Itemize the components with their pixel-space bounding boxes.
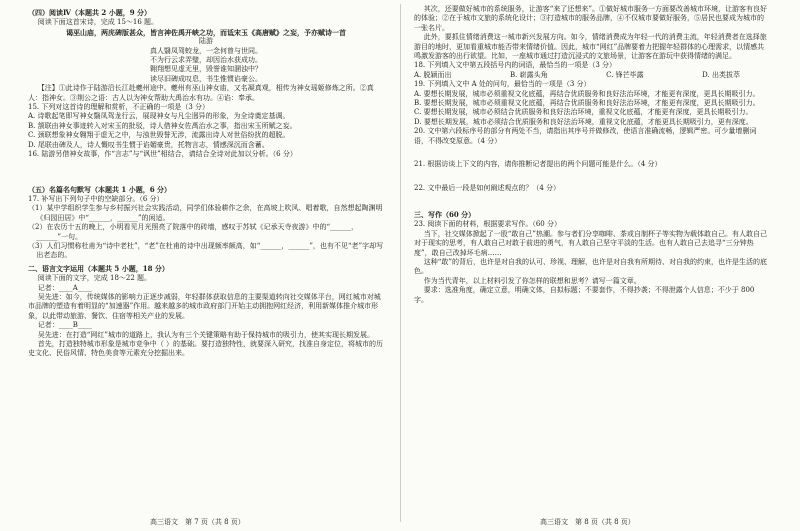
option: C. 要想长期发展，城市必须结合优质服务和良好法治环境，重视文化底蕴，才能更有深度，更具长期吸引力。 [414,108,753,117]
writing-material: 当下，社交媒体掀起了一股“敢自己”热潮。参与者们分享咖啡、茶或自制杯子等实物为载体敢自己。有人敢自己对于现实的思考，有人敢自己对敢于前进的勇气，有人敢自己坚守平淡的生活。也有人敢自己去追寻“三分钟热度”，敢自己改掉坏毛病…… [414,229,767,257]
question-20: 20. 文中第六段标序号的部分有两处不当，请指出其序号并做修改，使语言准确流畅，逻辑严密。可少量增删词语，不得改变原意。（4 分） [414,127,757,145]
question-17-3: （3）人们习惯称杜甫为“诗中老杜”，“老”在杜甫的诗中出现频率颇高，如“______，______”，也有不见“老”字却写出老态的。 [28,241,384,260]
option: A. 要想长期发展，城市必须重视文化底蕴，再结合优质服务和良好法治环境，才能更有深度，更具长期吸引力。 [414,89,760,98]
interview-answer: 此外，要抓住情绪消费这一城市新兴发展方向。如今，情绪消费成为年轻一代的消费主流，年轻消费者在选择旅游目的地时，更加看重城市能否带来情绪价值。因此，城市“网红”品牌要着力把握年轻群体的心理需求，以情感共鸣激发游客的出行欲望。比如，一座城市通过打造沉浸式的文旅场景，让游客在游玩中获得情绪的满足。 [414,33,767,61]
options-row [414,71,770,80]
option: D. 要想长期发展，城市必须结合优质服务和良好法治环境，重视文化底蕴，才能更具长期吸引力，更有深度。 [414,117,753,126]
intro-text: 阅读下面的文字，完成 18～22 题。 [37,274,152,283]
page-footer: 高三语文 第 8 页（共 8 页） [540,518,635,526]
interview-answer: 首先，打造独特城市形象是城市竞争中（ ）的基础。要打造独特性，就要深入研究，找准自身定位，将城市的历史文化、民俗风情、特色美食等元素充分挖掘出来。 [28,340,384,358]
option: A. 诗歌起笔即写神女翳凤驾龙行云，展现神女与凡尘迥异的形象，为全诗奠定基调。 [28,112,290,121]
option: D. 尾联由碑及人，诗人慨叹书生惯于谄媚豪贵，托物言志，情感深沉而含蓄。 [28,140,269,149]
reporter-a: 记者：____A____ [37,283,92,292]
question-22: 22. 文中最后一段是如何阐述观点的？（4 分） [414,183,561,192]
section-heading: 三、写作（60 分） [414,209,476,219]
reporter-b: 记者：____B____ [37,321,92,330]
interview-answer: 其次，还要做好城市的系统服务，让游客“来了还想来”。①做好城市服务一方面要改善城市环境，让游客有良好的体验；②在于城市文旅的系统化设计；③打造城市的服务品牌，④不仅城市要做好服务，⑤居民也要成为城市的一张名片。 [414,5,767,32]
poem-note: 【注】①此诗作于陆游沿长江赴夔州途中。夔州有巫山神女庙，又名凝真观，相传为神女瑶姬修炼之所。②真人：指神女。③荆公之语：古人以为神女帮助大禹治水有功。④谄：奉承。 [28,84,374,102]
poem-line: 读尽旧碑成叹息，书生惟惯谄豪公。 [150,74,262,83]
writing-prompt: 作为当代青年，以上材料引发了你怎样的联想和思考？请写一篇文章。 [423,276,641,285]
writing-requirements: 要求：选准角度，确定立意，明确文体，自拟标题；不要套作，不得抄袭；不得泄露个人信息；不少于 800 字。 [414,286,755,304]
option: B. 颔联由神女事迹转入对宋玉的批驳，诗人借神女佐禹治水之事，指出宋玉所赋之妄。 [28,121,297,130]
question-17: 17. 补写出下列句子中的空缺部分。（6 分） [28,194,164,203]
poem-title: 谒巫山庙，两庑碑版甚众，皆言神佐禹开峡之功，而诋宋玉《高唐赋》之妄，予亦赋诗一首 [66,27,346,37]
page-footer: 高三语文 第 7 页（共 8 页） [150,518,245,526]
interview-answer: 吴先进：在打造“网红”城市的道路上，我认为有三个关键策略有助于保持城市的吸引力，使其实现长期发展。 [37,330,374,339]
poem-line: 真人翳凤驾蛟龙，一念何曾与世同。 [150,46,262,55]
section-heading: （五）名篇名句默写（本题共 1 小题，6 分） [28,184,172,194]
page-7-column [28,5,384,359]
question-15: 15. 下列对这首诗的理解和赏析，不正确的一项是（3 分） [28,103,210,112]
question-16: 16. 陆游另借神女故事，作“言志”与“讽世”相结合，请结合全诗对此加以分析。（6 分） [28,150,297,159]
poem-line: 翱翔想见虚无里，毁誉谁知溷浊中？ [150,65,262,74]
question-19: 19. 下列填入文中 A 处的问句，最恰当的一项是（3 分） [414,80,591,89]
section-heading: 二、语言文字运用（本题共 5 小题，18 分） [28,263,169,273]
option: B. 要想长期发展，城市必须重视文化底蕴，再结合优质服务和良好法治环境，才能更有深度，更具长期吸引力。 [414,99,760,108]
section-heading: （四）阅读Ⅳ（本题共 2 小题，9 分） [28,8,151,17]
option: D. 出类拔萃 [702,70,740,79]
option: C. 颈联想象神女翱翔于虚无之中，与浊世毁誉无涉，流露出诗人对世俗纷扰的超脱。 [28,131,290,140]
writing-material: 这种“敢”的背后，也许是对自我的认可、珍视、理解，也许是对自我有所期待、对自我的约束，也许是生活的底色。 [414,257,767,276]
question-21: 21. 根据访谈上下文的内容，请你推断记者提出的两个问题可能是什么。（4 分） [414,160,662,169]
poem-line: 不为行云求弄璧，却因治水获成功。 [150,56,262,65]
column-divider [400,4,401,522]
intro-text: 阅读下面这首宋诗，完成 15～16 题。 [37,18,159,27]
question-17-1: （1）某中学组织学生参与乡村振兴社会实践活动，同学们体验耕作之余，在高坡上吹风、唱着歌，自然想起陶渊明《归园田居》中“______，______”的闲适。 [28,204,383,222]
question-17-2: （2）在农历十五的晚上，小明看见月光照亮了院落中的砖墙，感叹于苏轼《记承天寺夜游》中的“______，______”一句。 [28,223,359,241]
option: A. 脱颖而出 [414,70,452,79]
question-18: 18. 下列填入文中第五段括号内的词语，最恰当的一项是（3 分） [414,61,617,70]
poem-author: 陆游 [199,37,213,46]
page-8-column [414,5,770,305]
interview-answer: 吴先进：如今，传统媒体的影响力正逐步减弱，年轻群体获取信息的主要渠道转向社交媒体平台，网红城市对城市品牌的塑造有着明显的“加速器”作用。越来越多的城市政府部门开始主动拥抱网红经济，利用新媒体推介城市形象，以此带动旅游、餐饮、住宿等相关产业的发展。 [28,292,381,320]
question-23: 23. 阅读下面的材料，根据要求写作。（60 分） [414,220,561,229]
option: B. 崭露头角 [510,70,548,79]
option: C. 锋芒毕露 [606,70,644,79]
